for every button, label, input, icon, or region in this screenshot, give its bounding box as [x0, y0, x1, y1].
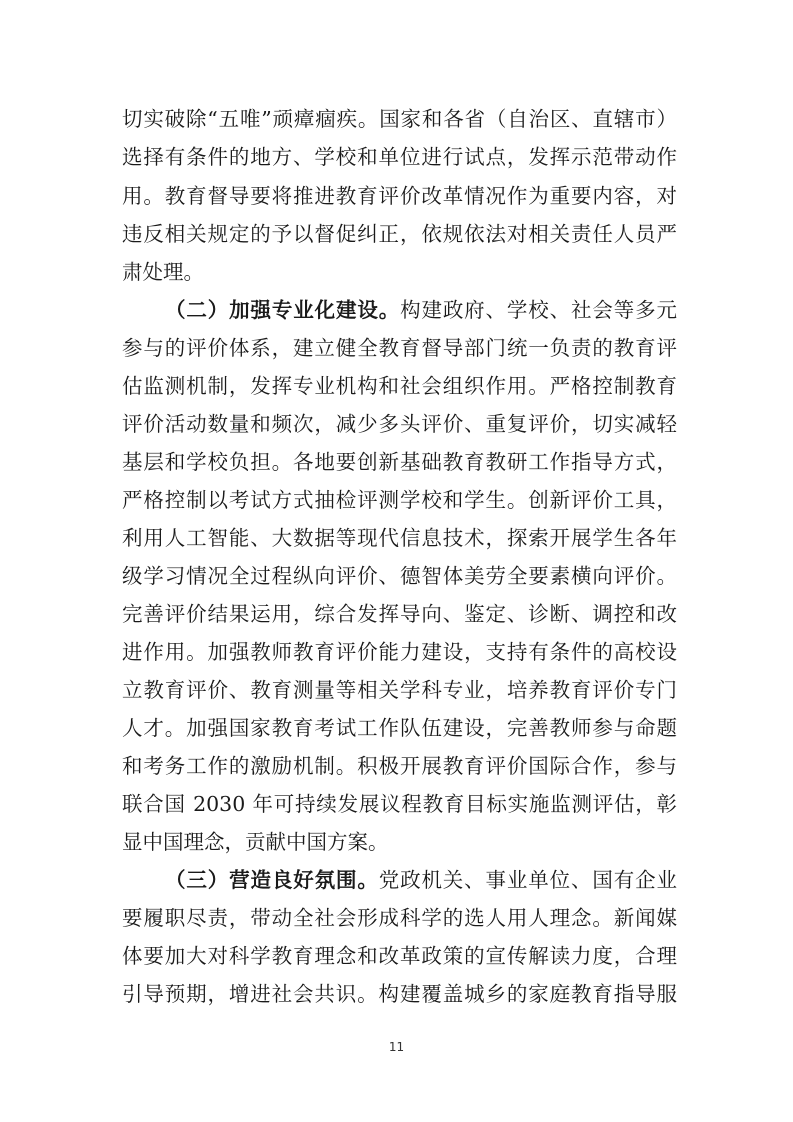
paragraph-2-line-6: 严格控制以考试方式抽检评测学校和学生。创新评价工具，: [122, 488, 677, 512]
paragraph-1-line-2: 选择有条件的地方、学校和单位进行试点，发挥示范带动作: [122, 145, 677, 169]
paragraph-1-line-3: 用。教育督导要将推进教育评价改革情况作为重要内容，对: [122, 184, 677, 208]
paragraph-1-line-4: 违反相关规定的予以督促纠正，依规依法对相关责任人员严: [122, 222, 677, 246]
paragraph-2-line-4: 评价活动数量和频次，减少多头评价、重复评价，切实减轻: [122, 412, 677, 436]
paragraph-2-line-15: 显中国理念，贡献中国方案。: [122, 830, 389, 854]
paragraph-3-line-1-text: 党政机关、事业单位、国有企业: [378, 868, 678, 892]
paragraph-2-line-3: 估监测机制，发挥专业机构和社会组织作用。严格控制教育: [122, 374, 677, 398]
paragraph-1-line-5: 肃处理。: [122, 260, 204, 284]
section-heading-2: （二）加强专业化建设。: [165, 298, 401, 322]
page-number: 11: [388, 1040, 405, 1054]
paragraph-2-line-13: 和考务工作的激励机制。积极开展教育评价国际合作，参与: [122, 754, 677, 778]
paragraph-2-line-9: 完善评价结果运用，综合发挥导向、鉴定、诊断、调控和改: [122, 602, 677, 626]
paragraph-2-line-1-text: 构建政府、学校、社会等多元: [400, 298, 678, 322]
paragraph-3-line-3: 体要加大对科学教育理念和改革政策的宣传解读力度，合理: [122, 944, 677, 968]
section-heading-3: （三）营造良好氛围。: [165, 868, 379, 892]
paragraph-2-line-11: 立教育评价、教育测量等相关学科专业，培养教育评价专门: [122, 678, 677, 702]
paragraph-2-line-12: 人才。加强国家教育考试工作队伍建设，完善教师参与命题: [122, 716, 677, 740]
paragraph-2-line-7: 利用人工智能、大数据等现代信息技术，探索开展学生各年: [122, 526, 677, 550]
paragraph-2-line-1: [165, 294, 677, 326]
paragraph-2-line-10: 进作用。加强教师教育评价能力建设，支持有条件的高校设: [122, 640, 677, 664]
paragraph-2-line-2: 参与的评价体系，建立健全教育督导部门统一负责的教育评: [122, 336, 677, 360]
paragraph-2-line-5: 基层和学校负担。各地要创新基础教育教研工作指导方式，: [122, 450, 677, 474]
paragraph-3-line-2: 要履职尽责，带动全社会形成科学的选人用人理念。新闻媒: [122, 906, 677, 930]
paragraph-1-line-1: 切实破除“五唯”顽瘴痼疾。国家和各省（自治区、直辖市）: [122, 107, 677, 131]
paragraph-3-line-4: 引导预期，增进社会共识。构建覆盖城乡的家庭教育指导服: [122, 982, 677, 1006]
paragraph-2-line-8: 级学习情况全过程纵向评价、德智体美劳全要素横向评价。: [122, 564, 677, 588]
paragraph-2-line-14: 联合国 2030 年可持续发展议程教育目标实施监测评估，彰: [122, 792, 677, 816]
paragraph-3-line-1: [165, 864, 677, 896]
